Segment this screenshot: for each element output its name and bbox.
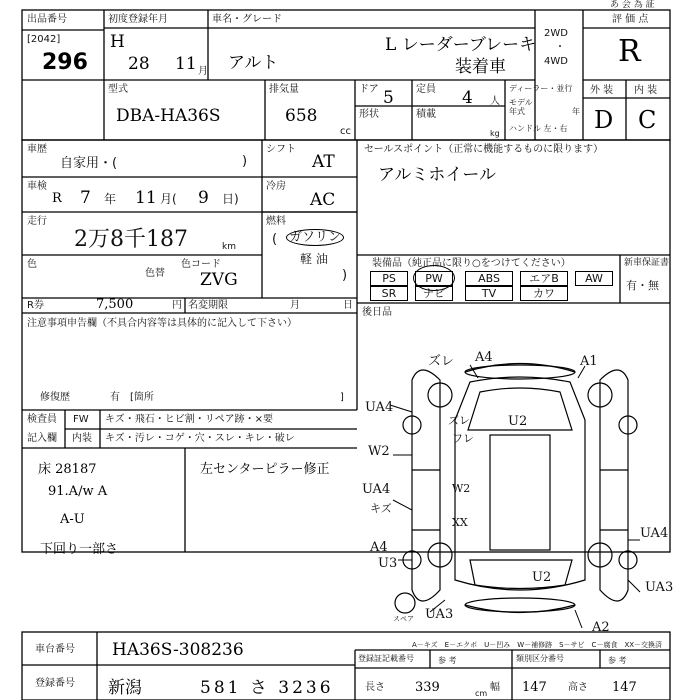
fw-items: キズ・飛石・ヒビ割・リペア跡・×要 — [105, 414, 273, 425]
equip-navi: ナビ — [415, 286, 453, 301]
inspection-month: 11 — [135, 188, 157, 208]
height-label: 高さ — [568, 682, 588, 693]
handle-label: ハンドル 左・右 — [509, 124, 568, 133]
repair-value: 有 — [110, 392, 120, 403]
damage-ua3-bottom: UA3 — [425, 607, 454, 622]
fw-label: FW — [73, 414, 89, 425]
color-label: 色 — [27, 259, 37, 270]
inspection-month-unit: 月( — [160, 192, 177, 206]
mileage-sen-unit: 千 — [124, 227, 147, 252]
selling-points-title: セールスポイント（正常に機能するものに限ります） — [364, 144, 604, 155]
form-label: 形状 — [359, 109, 379, 120]
interior-grade: C — [638, 106, 657, 134]
displacement-value: 658 — [285, 106, 318, 126]
grade-line2: 装着車 — [455, 57, 506, 77]
inspection-label: 車検 — [27, 181, 47, 192]
chassis-value: HA36S-308236 — [112, 640, 244, 660]
width-label: 幅 — [490, 682, 500, 693]
drive-dot: ・ — [555, 42, 565, 53]
warranty-value: 有・無 — [626, 279, 659, 292]
damage-ua4-mid: UA4 — [362, 482, 391, 497]
usage-value — [60, 152, 117, 171]
model-label: 型式 — [108, 84, 128, 95]
year-unit: 年 — [572, 107, 580, 116]
damage-legend: A－キズ E－エクボ U－凹み W－補修跡 S－サビ C－腐食 XX－交換済 — [412, 641, 663, 649]
height-value: 147 — [612, 680, 637, 695]
damage-w2-left: W2 — [368, 444, 390, 459]
aircon-label: 冷房 — [266, 181, 286, 192]
fuel-light-oil: 軽 油 — [300, 252, 328, 266]
notes-title: 注意事項申告欄（不具合内容等は具体的に記入して下さい） — [27, 318, 297, 329]
registration-number: 581 さ 3236 — [200, 678, 334, 698]
rating-value: R — [618, 34, 641, 69]
warranty-label: 新車保証書 — [624, 258, 670, 268]
pw-circle-mark — [413, 265, 455, 291]
model-year-suffix: 年式 — [509, 107, 525, 116]
rear-seat-label: 後日品 — [362, 307, 392, 318]
inspection-day-unit: 日) — [222, 192, 239, 206]
capacity-unit: 人 — [490, 96, 500, 107]
damage-kiz-mid: キズ — [370, 502, 392, 515]
mileage-value — [74, 222, 188, 253]
shift-label: シフト — [266, 144, 296, 155]
model-year-label: モデル — [509, 98, 533, 107]
recycle-value: 7,500 — [96, 297, 134, 312]
damage-zure-top: ズレ — [428, 354, 455, 369]
recycle-yen-unit: 円 — [172, 300, 182, 311]
equip-leather: カワ — [520, 286, 568, 301]
model-value: DBA-HA36S — [116, 106, 221, 126]
reg-month: 11 — [175, 54, 197, 74]
note-line1b: 左センターピラー修正 — [200, 462, 330, 477]
usage-label: 車歴 — [27, 144, 47, 155]
fuel-paren-open: ( — [272, 232, 278, 247]
ref-1: 参 考 — [438, 656, 457, 665]
equip-pw: PW — [415, 271, 453, 286]
color-change-label: 色替 — [145, 268, 165, 279]
mileage-label: 走行 — [27, 216, 47, 227]
inspection-year-unit: 年 — [104, 192, 117, 206]
damage-a1-top: A1 — [580, 354, 598, 369]
repair-label: 修復歴 — [40, 392, 70, 403]
damage-a4-top: A4 — [475, 350, 493, 365]
equip-tv: TV — [465, 286, 513, 301]
width-value: 147 — [522, 680, 547, 695]
cc-unit: cc — [340, 126, 351, 137]
mileage-rest: 187 — [146, 227, 189, 252]
equip-aw: AW — [575, 271, 613, 286]
displacement-label: 排気量 — [269, 84, 299, 95]
dealer-label: ディーラー・並行 — [509, 84, 573, 93]
note-line4: 下回り一部さ — [40, 542, 119, 557]
drive-2wd: 2WD — [544, 28, 568, 39]
door-label: ドア — [359, 84, 379, 95]
repair-close: ] — [340, 392, 344, 403]
length-unit: cm — [475, 689, 488, 698]
length-label: 長さ — [365, 682, 385, 693]
damage-ua3-right: UA3 — [645, 580, 674, 595]
fuel-gasoline-text: ガソリン — [286, 229, 344, 246]
damage-zure-left: ズレ — [448, 414, 470, 427]
damage-u2-low: U2 — [532, 570, 552, 585]
km-unit: km — [222, 242, 236, 252]
usage-text: 自家用・( — [60, 156, 118, 171]
transfer-month-unit: 月 — [290, 300, 300, 311]
reg-year: 28 — [128, 54, 150, 74]
usage-close: ) — [242, 154, 248, 169]
car-diagram-outline — [395, 364, 637, 614]
int-items: キズ・汚レ・コゲ・穴・スレ・キレ・破レ — [105, 433, 295, 444]
fuel-label: 燃料 — [266, 216, 286, 227]
inspection-day: 9 — [198, 188, 209, 208]
ref-2: 参 考 — [608, 656, 627, 665]
color-code-value: ZVG — [200, 270, 238, 290]
repair-place: [箇所 — [130, 392, 154, 403]
fuel-paren-close: ) — [342, 268, 348, 283]
chassis-label: 車台番号 — [35, 644, 75, 655]
note-line2: 91.A/w A — [48, 484, 108, 499]
equip-sr: SR — [370, 286, 408, 301]
mileage-man-unit: 万 — [88, 227, 111, 252]
transfer-day-unit: 日 — [343, 300, 353, 311]
transfer-label: 名変期限 — [188, 300, 228, 311]
registration-label: 登録番号 — [35, 678, 75, 689]
inspection-era: R — [52, 191, 62, 206]
fuel-gasoline — [286, 226, 344, 245]
inspection-year: 7 — [80, 188, 91, 208]
reg-cert-title: 登録証記載番号 — [358, 654, 414, 663]
damage-ua4-left: UA4 — [365, 400, 394, 415]
drive-4wd: 4WD — [544, 56, 568, 67]
lot-label: 出品番号 — [27, 14, 67, 25]
registration-region: 新潟 — [108, 678, 142, 698]
inspector-label1: 検査員 — [27, 414, 57, 425]
damage-wave-left: ワレ — [452, 432, 474, 445]
equip-airbag: エアB — [520, 271, 568, 286]
mileage-man: 2 — [74, 227, 88, 252]
length-value: 339 — [415, 680, 440, 695]
damage-spare: スペア — [393, 615, 414, 623]
lot-number: 296 — [42, 50, 88, 75]
lot-code: [2042] — [27, 34, 61, 45]
loading-label: 積載 — [416, 109, 436, 120]
damage-a4-low: A4 — [370, 540, 388, 555]
recycle-label: R券 — [27, 300, 44, 311]
mileage-sen: 8 — [110, 227, 125, 252]
inspector-label2: 記入欄 — [27, 433, 57, 444]
damage-u3-low: U3 — [378, 556, 398, 571]
damage-a2-bottom: A2 — [592, 620, 610, 635]
category-title: 類別区分番号 — [516, 654, 564, 663]
int-label: 内装 — [72, 433, 92, 444]
reg-month-unit: 月 — [198, 66, 208, 77]
capacity-value: 4 — [462, 88, 473, 108]
note-line1: 床 28187 — [38, 462, 97, 477]
aircon-value: AC — [310, 190, 336, 210]
equipment-title: 装備品（純正品に限り○をつけてください） — [372, 258, 571, 269]
first-reg-label: 初度登録年月 — [108, 14, 168, 25]
note-line3: A-U — [60, 512, 85, 527]
car-name: アルト — [228, 53, 279, 73]
top-stamp-line: あ 会 為 証 — [610, 0, 655, 10]
kg-unit: kg — [490, 129, 500, 138]
exterior-grade: D — [594, 106, 614, 134]
capacity-label: 定員 — [416, 84, 436, 95]
exterior-label: 外 装 — [590, 85, 614, 96]
car-name-label: 車名・グレード — [212, 14, 282, 25]
reg-era: H — [110, 32, 125, 52]
damage-xx-center: XX — [452, 516, 468, 529]
grade-line1: L レーダーブレーキ — [385, 35, 537, 55]
equip-abs: ABS — [465, 271, 513, 286]
damage-u2-roof: U2 — [508, 414, 528, 429]
interior-label: 内 装 — [634, 85, 658, 96]
damage-w2-center: W2 — [452, 482, 471, 495]
color-code-label: 色コード — [181, 259, 221, 270]
damage-ua4-right: UA4 — [640, 526, 669, 541]
rating-label: 評 価 点 — [612, 14, 649, 25]
doors-value: 5 — [383, 88, 394, 108]
equip-ps: PS — [370, 271, 408, 286]
selling-points-value: アルミホイール — [378, 165, 496, 185]
shift-value: AT — [312, 152, 335, 172]
